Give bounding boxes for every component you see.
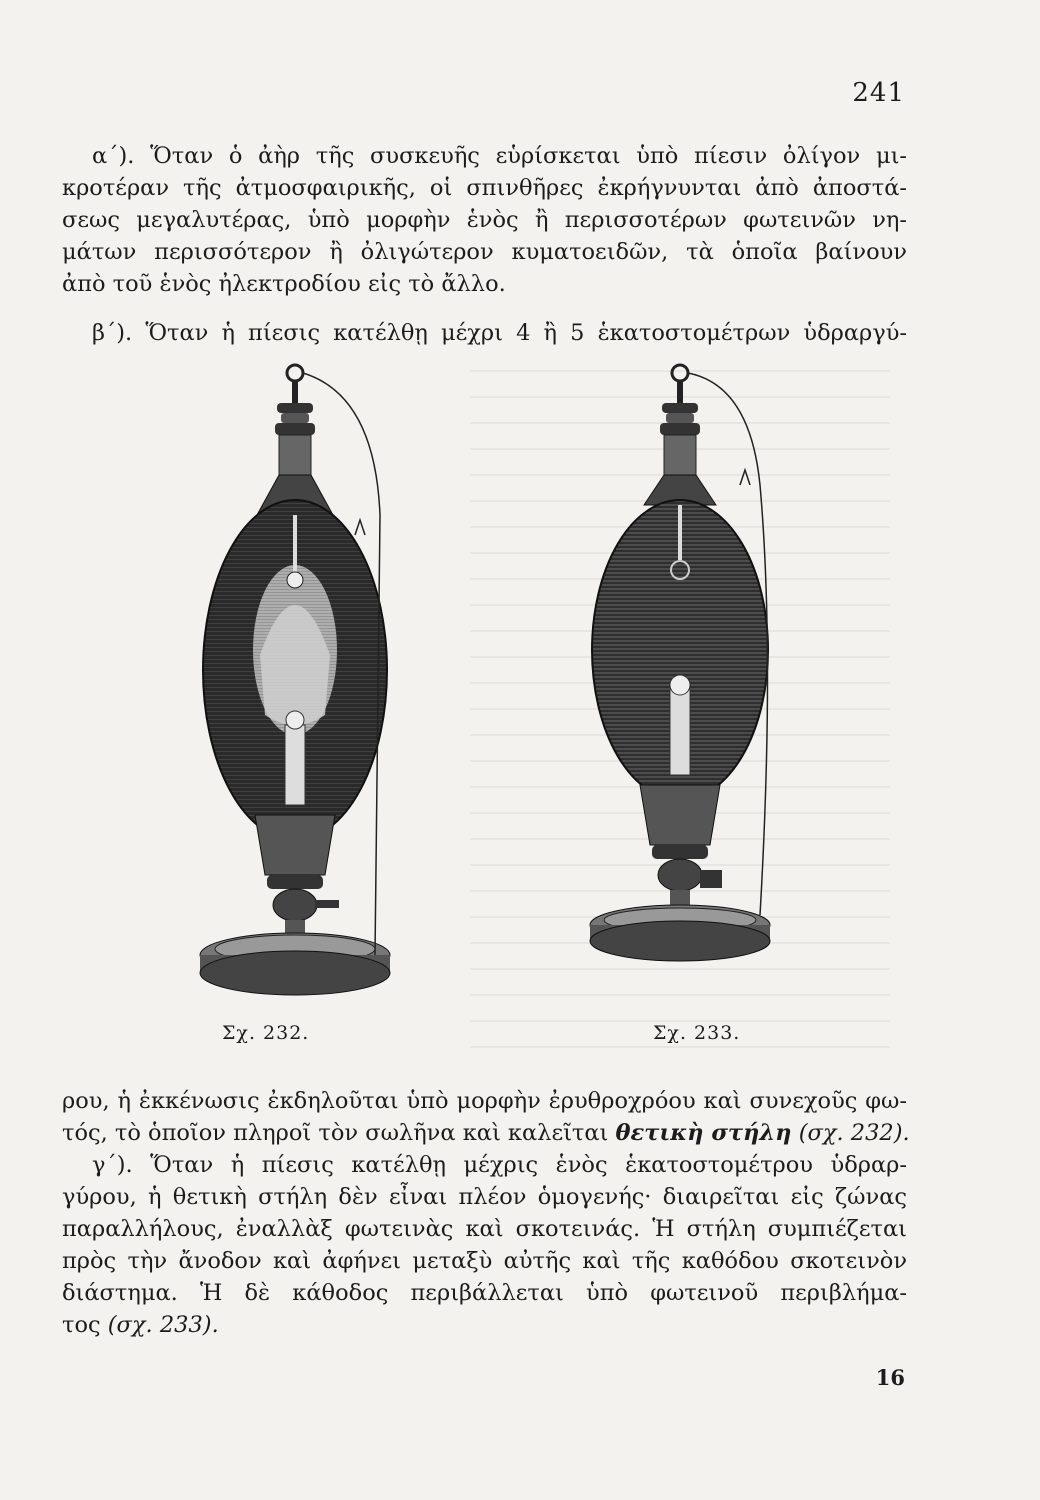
text-segment: τος — [62, 1312, 101, 1338]
paragraph-alpha — [62, 140, 907, 300]
figure-reference: (σχ. 232). — [798, 1120, 910, 1146]
figure-232-discharge-tube — [175, 355, 415, 1015]
text-line — [62, 1309, 907, 1341]
term-positive-column: θετικὴ στήλη — [615, 1120, 792, 1146]
text-line: γ΄). Ὅταν ἡ πίεσις κατέλθῃ μέχρις ἑνὸς ἑκατοστομέτρου ὑδραρ- — [92, 1152, 907, 1178]
text-line: ρου, ἡ ἐκκένωσις ἐκδηλοῦται ὑπὸ μορφὴν ἐρυθροχρόου καὶ συνεχοῦς φω- — [62, 1088, 907, 1114]
text-line: κροτέραν τῆς ἀτμοσφαιρικῆς, οἱ σπινθῆρες ἐκρήγνυνται ἀπὸ ἀποστά- — [62, 175, 907, 201]
paragraph-beta-continued — [62, 1085, 910, 1149]
signature-mark: 16 — [875, 1365, 905, 1390]
text-line: διάστημα. Ἡ δὲ κάθοδος περιβάλλεται ὑπὸ φωτεινοῦ περιβλήμα- — [62, 1280, 907, 1306]
figure-233-discharge-tube — [560, 355, 830, 985]
caption-figure-232: Σχ. 232. — [222, 1022, 310, 1044]
text-line: σεως μεγαλυτέρας, ὑπὸ μορφὴν ἑνὸς ἢ περισσοτέρων φωτεινῶν νη- — [62, 207, 907, 233]
text-line: α΄). Ὅταν ὁ ἀὴρ τῆς συσκευῆς εὑρίσκεται ὑπὸ πίεσιν ὀλίγον μι- — [92, 143, 907, 169]
text-line: πρὸς τὴν ἄνοδον καὶ ἀφήνει μεταξὺ αὐτῆς καὶ τῆς καθόδου σκοτεινὸν — [62, 1248, 907, 1274]
figure-reference: (σχ. 233). — [107, 1312, 219, 1338]
text-line: β΄). Ὅταν ἡ πίεσις κατέλθῃ μέχρι 4 ἢ 5 ἑκατοστομέτρων ὑδραργύ- — [92, 320, 907, 346]
text-line — [62, 1117, 910, 1149]
text-line: παραλλήλους, ἐναλλὰξ φωτεινὰς καὶ σκοτεινάς. Ἡ στήλη συμπιέζεται — [62, 1216, 907, 1242]
paragraph-beta — [62, 317, 907, 349]
text-line: μάτων περισσότερον ἢ ὀλιγώτερον κυματοειδῶν, τὰ ὁποῖα βαίνουν — [62, 239, 907, 265]
text-line: ἀπὸ τοῦ ἑνὸς ἠλεκτροδίου εἰς τὸ ἄλλο. — [62, 271, 506, 297]
paragraph-gamma — [62, 1149, 907, 1341]
page-number: 241 — [852, 78, 905, 108]
caption-figure-233: Σχ. 233. — [653, 1022, 741, 1044]
text-segment: τός, τὸ ὁποῖον πληροῖ τὸν σωλῆνα καὶ καλεῖται — [62, 1120, 609, 1146]
text-line: γύρου, ἡ θετικὴ στήλη δὲν εἶναι πλέον ὁμογενής· διαιρεῖται εἰς ζώνας — [62, 1184, 907, 1210]
